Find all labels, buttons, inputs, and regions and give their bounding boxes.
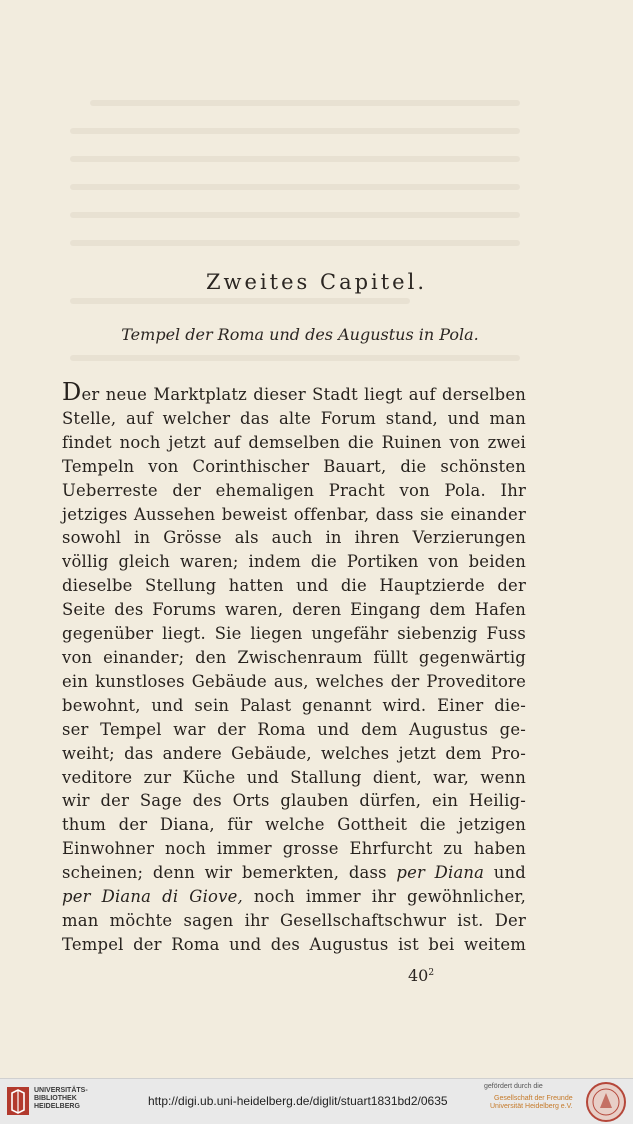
text-line: von einander; den Zwischenraum füllt gegenwärtig (62, 647, 526, 667)
text-line: Stelle, auf welcher das alte Forum stand, und man (62, 408, 526, 428)
text-line: per Diana di Giove, noch immer ihr gewöhnlicher, (62, 887, 526, 907)
sponsor-seal-icon (585, 1081, 627, 1123)
text-line: sowohl in Grösse als auch in ihren Verzierungen (62, 528, 526, 548)
text-line: Einwohner noch immer grosse Ehrfurcht zu haben (62, 839, 526, 859)
text-line: gegenüber liegt. Sie liegen ungefähr siebenzig Fuss (62, 624, 526, 644)
italic-phrase: per Diana (396, 863, 485, 883)
signature-mark: $40^2$ (408, 966, 435, 985)
text-line: scheinen; denn wir bemerkten, dass per Diana und (62, 863, 527, 883)
text-line: veditore zur Küche und Stallung dient, war, wenn (62, 767, 526, 787)
text-line: Tempeln von Corinthischer Bauart, die schönsten (62, 456, 526, 476)
text-line: Seite des Forums waren, deren Eingang dem Hafen (62, 600, 526, 620)
text-line: Ueberreste der ehemaligen Pracht von Pola. Ihr (62, 480, 526, 500)
text-line: ser Tempel war der Roma und dem Augustus ge- (62, 719, 526, 739)
body-text (62, 378, 527, 957)
chapter-title: Zweites Capitel. (205, 270, 428, 294)
text-line: wir der Sage des Orts glauben dürfen, ein Heilig- (62, 791, 526, 811)
chapter-subtitle: Tempel der Roma und des Augustus in Pola. (121, 325, 479, 344)
text-line: völlig gleich waren; indem die Portiken von beiden (62, 552, 526, 572)
text-line: dieselbe Stellung hatten und die Hauptzierde der (62, 576, 526, 596)
text-line: Tempel der Roma und des Augustus ist bei weitem (62, 934, 526, 954)
text-line: man möchte sagen ihr Gesellschaftschwur ist. Der (62, 910, 526, 930)
text-line: ein kunstloses Gebäude aus, welches der Proveditore (62, 671, 526, 691)
text-line: bewohnt, und sein Palast genannt wird. Einer die- (62, 695, 526, 715)
text-line: weiht; das andere Gebäude, welches jetzt dem Pro- (62, 743, 526, 763)
page-url-link[interactable]: http://digi.ub.uni-heidelberg.de/diglit/stuart1831bd2/0635 (148, 1094, 448, 1108)
text-line: Der neue Marktplatz dieser Stadt liegt auf derselben (62, 378, 526, 406)
text-line: findet noch jetzt auf demselben die Ruinen von zwei (62, 432, 526, 452)
sponsor-name: Gesellschaft der Freunde Universität Heidelberg e.V. (490, 1095, 573, 1110)
viewer-footer (0, 1078, 633, 1124)
text-line: thum der Diana, für welche Gottheit die jetzigen (62, 815, 526, 835)
university-library-logo-icon (6, 1086, 30, 1116)
sponsor-caption: gefördert durch die (484, 1083, 543, 1090)
italic-phrase: per Diana di Giove, (62, 887, 243, 907)
text-line: jetziges Aussehen beweist offenbar, dass sie einander (62, 504, 526, 524)
drop-cap: D (62, 378, 82, 406)
university-library-name: UNIVERSITÄTS- BIBLIOTHEK HEIDELBERG (34, 1087, 88, 1110)
